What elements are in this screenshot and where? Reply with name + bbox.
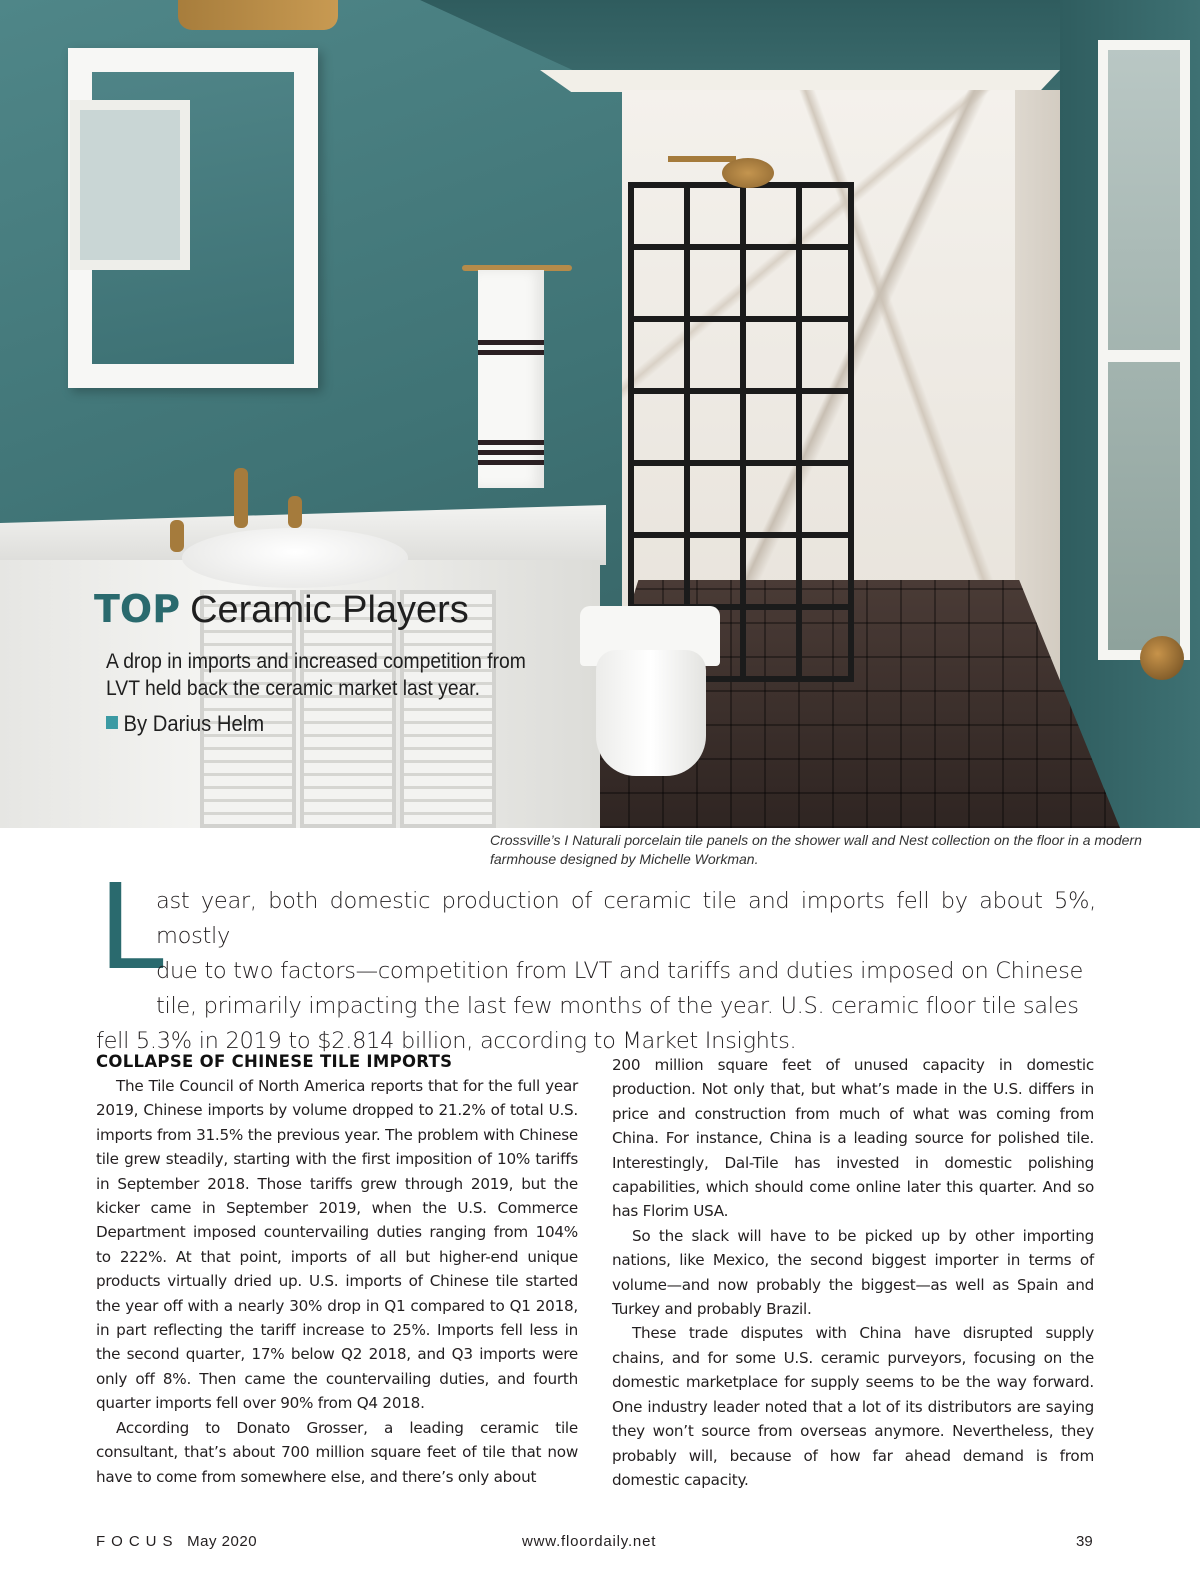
body-paragraph: 200 million square feet of unused capacity in domestic production. Not only that, but what’s made in the U.S. differs in price and construction from much of what was coming from China. For instance, China is a leading source for polished tile. Interestingly, Dal-Tile has invested in domestic polishing capabilities, which should come online later this quarter. And so has Florim USA.: [612, 1056, 1094, 1221]
magazine-name: FOCUS: [96, 1533, 179, 1550]
crown-molding: [540, 70, 1060, 92]
faucet-handle: [288, 496, 302, 528]
faucet: [234, 468, 248, 528]
towel-stripe: [478, 440, 544, 445]
toilet-bowl: [596, 650, 706, 776]
footer-website: www.floordaily.net: [522, 1533, 657, 1550]
body-paragraph: According to Donato Grosser, a leading ceramic tile consultant, that’s about 700 million square feet of tile that now have to come from somewhere else, and there’s only about: [96, 1418, 578, 1486]
byline-square-icon: [106, 716, 118, 729]
headline-top: TOP: [94, 587, 181, 631]
wall-sconce: [178, 0, 338, 30]
window: [1098, 40, 1190, 660]
towel-stripe: [478, 450, 544, 455]
right-column: [612, 1053, 1094, 1492]
mirror-reflection: [70, 100, 190, 270]
headline: [94, 586, 469, 633]
lead-paragraph: [96, 884, 1096, 1059]
faucet-handle: [170, 520, 184, 552]
lead-line: tile, primarily impacting the last few months of the year. U.S. ceramic floor tile sales: [156, 993, 1079, 1019]
drop-cap: L: [98, 858, 164, 996]
footer-magazine: [96, 1532, 257, 1552]
byline-text: By Darius Helm: [123, 711, 265, 736]
shower-head: [722, 158, 774, 188]
shower-arm: [668, 156, 736, 162]
lead-line: fell 5.3% in 2019 to $2.814 billion, according to Market Insights.: [96, 1028, 797, 1054]
towel-stripe: [478, 350, 544, 355]
headline-rest: Ceramic Players: [190, 589, 469, 631]
body-paragraph: So the slack will have to be picked up by other importing nations, like Mexico, the second biggest importer in terms of volume—and now probably the biggest—as well as Spain and Turkey and probably Brazil.: [612, 1226, 1094, 1319]
page-number: 39: [1076, 1533, 1093, 1550]
sink: [182, 528, 408, 588]
lead-line: ast year, both domestic production of ceramic tile and imports fell by about 5%, mostly: [156, 888, 1096, 949]
lead-line: due to two factors—competition from LVT and tariffs and duties imposed on Chinese: [156, 958, 1084, 984]
photo-caption: Crossville’s I Naturali porcelain tile panels on the shower wall and Nest collection on the floor in a modern farmhouse designed by Michelle Workman.: [490, 832, 1142, 867]
body-paragraph: These trade disputes with China have disrupted supply chains, and for some U.S. ceramic purveyors, focusing on the domestic marketplace for supply seems to be the way forward. One industry leader noted that a lot of its distributors are saying they won’t source from overseas anymore. Nevertheless, they probably will, because of how far ahead demand is from domestic capacity.: [612, 1324, 1094, 1489]
doorknob: [1140, 636, 1184, 680]
towel-stripe: [478, 340, 544, 345]
issue-date: May 2020: [187, 1533, 258, 1550]
section-heading: COLLAPSE OF CHINESE TILE IMPORTS: [96, 1052, 453, 1071]
left-column: [96, 1050, 578, 1489]
towel-stripe: [478, 460, 544, 465]
byline: [106, 710, 264, 738]
body-paragraph: The Tile Council of North America reports that for the full year 2019, Chinese imports by volume dropped to 21.2% of total U.S. imports from 31.5% the previous year. The problem with Chinese tile grew steadily, starting with the first imposition of 10% tariffs in September 2018. Those tariffs grew through 2019, but the kicker came in September 2019, when the U.S. Commerce Department imposed countervailing duties ranging from 104% to 222%. At that point, imports of all but higher-end unique products virtually dried up. U.S. imports of Chinese tile started the year off with a nearly 30% drop in Q1 compared to Q1 2018, in part reflecting the tariff increase to 25%. Imports fell less in the second quarter, 17% below Q2 2018, and Q3 imports were only off 8%. Then came the countervailing duties, and fourth quarter imports fell over 90% from Q4 2018.: [96, 1077, 578, 1413]
towel: [478, 270, 544, 488]
subhead: A drop in imports and increased competition from LVT held back the ceramic market last year.: [106, 650, 526, 700]
